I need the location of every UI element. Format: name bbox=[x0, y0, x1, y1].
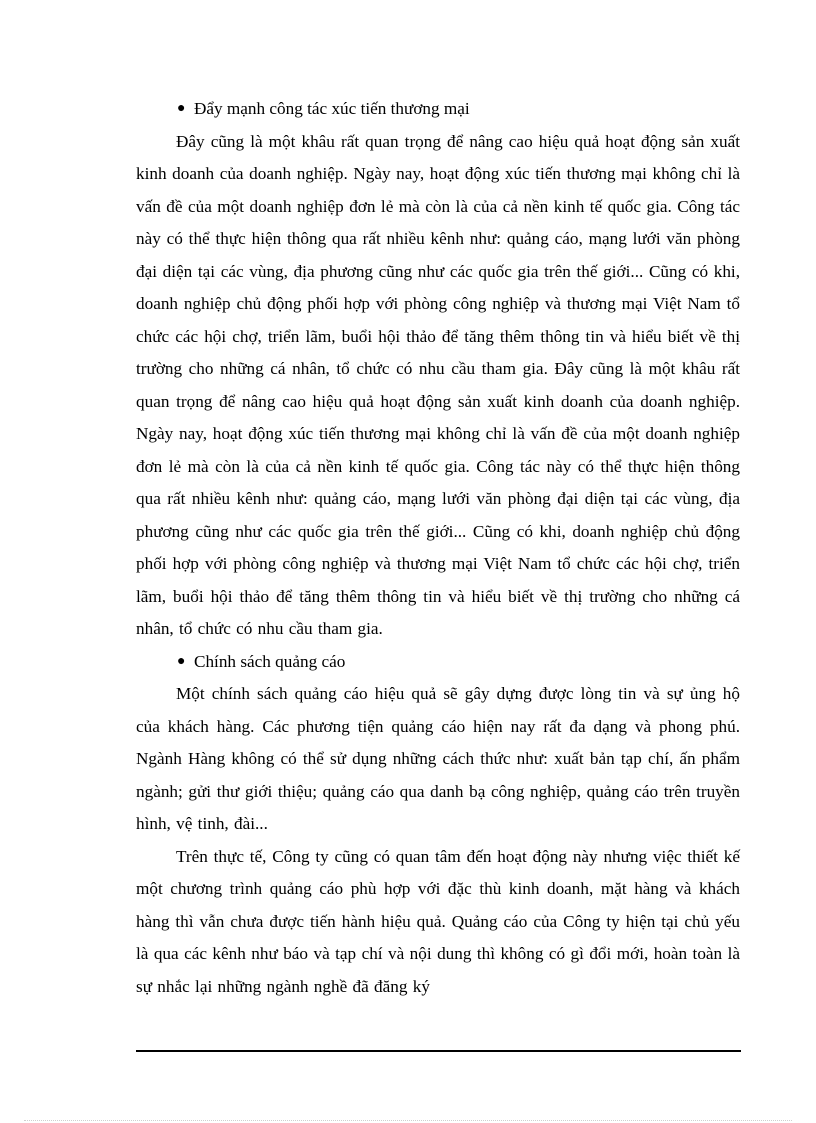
paragraph-advertising-intro: Một chính sách quảng cáo hiệu quả sẽ gây dựng được lòng tin và sự ủng hộ của khách hàng. Các phương tiện quảng cáo hiện nay rất đa dạng và phong phú. Ngành Hàng không có thể sử dụng những cách thức như: xuất bản tạp chí, ấn phẩm ngành; gửi thư giới thiệu; quảng cáo qua danh bạ công nghiệp, quảng cáo trên truyền hình, vệ tinh, đài... bbox=[136, 684, 740, 833]
heading-text: Đẩy mạnh công tác xúc tiến thương mại bbox=[194, 99, 470, 118]
bullet-icon: ● bbox=[177, 101, 186, 116]
heading-text: Chính sách quảng cáo bbox=[194, 651, 346, 671]
section-heading-trade-promotion bbox=[136, 93, 740, 126]
page-bottom-border bbox=[24, 1120, 792, 1121]
paragraph-trade-promotion: Đây cũng là một khâu rất quan trọng để nâng cao hiệu quả hoạt động sản xuất kinh doanh của doanh nghiệp. Ngày nay, hoạt động xúc tiến thương mại không chỉ là vấn đề của một doanh nghiệp đơn lẻ mà còn là của cả nền kinh tế quốc gia. Công tác này có thể thực hiện thông qua rất nhiều kênh như: quảng cáo, mạng lưới văn phòng đại diện tại các vùng, địa phương cũng như các quốc gia trên thế giới... Cũng có khi, doanh nghiệp chủ động phối hợp với phòng công nghiệp và thương mại Việt Nam tổ chức các hội chợ, triển lãm, buổi hội thảo để tăng thêm thông tin và hiểu biết về thị trường cho những cá nhân, tổ chức có nhu cầu tham gia. Đây cũng là một khâu rất quan trọng để nâng cao hiệu quả hoạt động sản xuất kinh doanh của doanh nghiệp. Ngày nay, hoạt động xúc tiến thương mại không chỉ là vấn đề của một doanh nghiệp đơn lẻ mà còn là của cả nền kinh tế quốc gia. Công tác này có thể thực hiện thông qua rất nhiều kênh như: quảng cáo, mạng lưới văn phòng đại diện tại các vùng, địa phương cũng như các quốc gia trên thế giới... Cũng có khi, doanh nghiệp chủ động phối hợp với phòng công nghiệp và thương mại Việt Nam tổ chức các hội chợ, triển lãm, buổi hội thảo để tăng thêm thông tin và hiểu biết về thị trường cho những cá nhân, tổ chức có nhu cầu tham gia. bbox=[136, 131, 740, 638]
section-heading-advertising-policy bbox=[136, 646, 740, 679]
footer-rule bbox=[136, 1050, 741, 1052]
page-body bbox=[136, 93, 740, 1003]
paragraph-advertising-reality: Trên thực tế, Công ty cũng có quan tâm đến hoạt động này nhưng việc thiết kế một chương trình quảng cáo phù hợp với đặc thù kinh doanh, mặt hàng và khách hàng thì vẫn chưa được tiến hành hiệu quả. Quảng cáo của Công ty hiện tại chủ yếu là qua các kênh như báo và tạp chí và nội dung thì không có gì đổi mới, hoàn toàn là sự nhắc lại những ngành nghề đã đăng ký bbox=[136, 846, 740, 996]
bullet-icon: ● bbox=[177, 653, 186, 669]
